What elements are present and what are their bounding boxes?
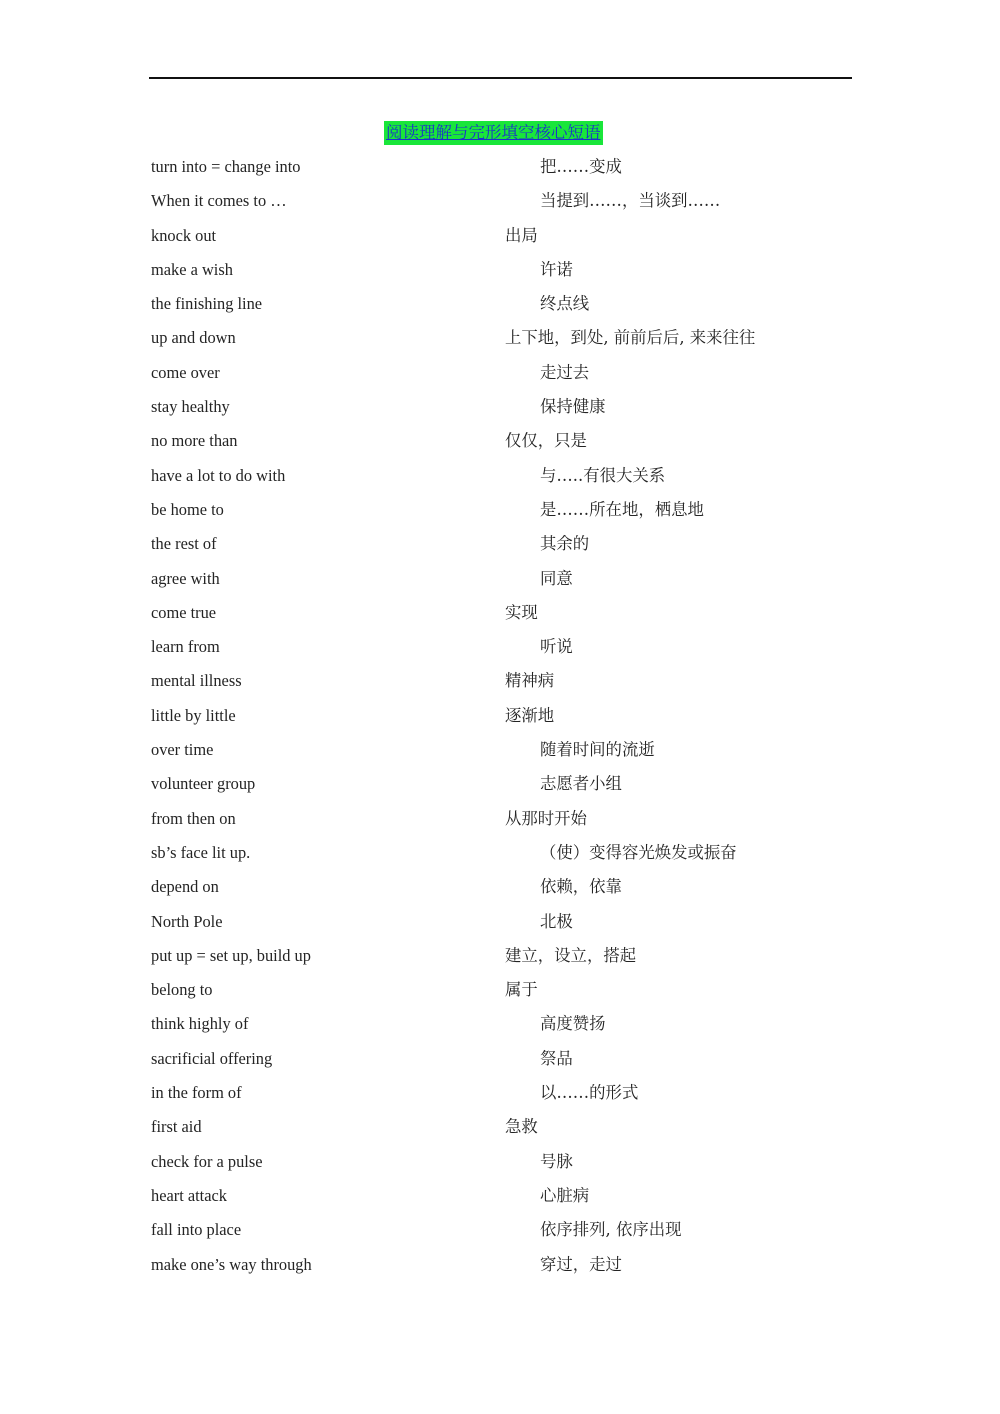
phrase-chinese: 上下地，到处, 前前后后, 来来往往 bbox=[505, 328, 756, 348]
phrase-english: come over bbox=[151, 362, 220, 382]
phrase-row bbox=[0, 939, 1000, 973]
phrase-chinese: 随着时间的流逝 bbox=[540, 740, 655, 760]
phrase-row bbox=[0, 390, 1000, 424]
phrase-chinese: 出局 bbox=[505, 225, 538, 245]
phrase-english: volunteer group bbox=[151, 774, 256, 794]
phrase-english: check for a pulse bbox=[151, 1151, 263, 1171]
phrase-english: be home to bbox=[151, 499, 224, 519]
phrase-english: from then on bbox=[151, 808, 236, 828]
phrase-chinese: 依赖，依靠 bbox=[540, 877, 622, 897]
phrase-chinese: 保持健康 bbox=[540, 397, 606, 417]
phrase-row bbox=[0, 664, 1000, 698]
phrase-english: come true bbox=[151, 602, 217, 622]
header-rule bbox=[149, 77, 852, 79]
phrase-english: no more than bbox=[151, 431, 238, 451]
phrase-english: heart attack bbox=[151, 1185, 227, 1205]
phrase-row bbox=[0, 836, 1000, 870]
phrase-english: over time bbox=[151, 740, 214, 760]
phrase-chinese: 是……所在地，栖息地 bbox=[540, 499, 704, 519]
phrase-chinese: 终点线 bbox=[540, 294, 590, 314]
phrase-list bbox=[0, 150, 1000, 1282]
phrase-row bbox=[0, 1145, 1000, 1179]
phrase-row bbox=[0, 1179, 1000, 1213]
phrase-chinese: 急救 bbox=[505, 1117, 538, 1137]
phrase-chinese: 号脉 bbox=[540, 1151, 573, 1171]
phrase-row bbox=[0, 802, 1000, 836]
phrase-english: fall into place bbox=[151, 1220, 242, 1240]
phrase-chinese: 走过去 bbox=[540, 362, 590, 382]
phrase-row bbox=[0, 1248, 1000, 1282]
phrase-row bbox=[0, 1007, 1000, 1041]
phrase-chinese: 北极 bbox=[540, 911, 573, 931]
phrase-english: put up = set up, build up bbox=[151, 945, 311, 965]
phrase-row bbox=[0, 527, 1000, 561]
phrase-chinese: 穿过，走过 bbox=[540, 1254, 622, 1274]
phrase-chinese: 依序排列, 依序出现 bbox=[540, 1220, 682, 1240]
phrase-chinese: 以……的形式 bbox=[540, 1083, 639, 1103]
phrase-row bbox=[0, 219, 1000, 253]
phrase-chinese: 同意 bbox=[540, 568, 573, 588]
phrase-chinese: 仅仅，只是 bbox=[505, 431, 587, 451]
phrase-chinese: 把……变成 bbox=[540, 157, 622, 176]
phrase-chinese: 建立，设立，搭起 bbox=[505, 945, 637, 965]
phrase-english: When it comes to … bbox=[151, 191, 287, 211]
phrase-row bbox=[0, 424, 1000, 458]
phrase-row bbox=[0, 459, 1000, 493]
phrase-english: little by little bbox=[151, 705, 236, 725]
phrase-row bbox=[0, 253, 1000, 287]
phrase-chinese: 心脏病 bbox=[540, 1185, 590, 1205]
phrase-row bbox=[0, 699, 1000, 733]
phrase-english: turn into = change into bbox=[151, 157, 301, 176]
phrase-row bbox=[0, 356, 1000, 390]
phrase-row bbox=[0, 150, 1000, 184]
phrase-english: up and down bbox=[151, 328, 236, 348]
phrase-row bbox=[0, 321, 1000, 355]
phrase-row bbox=[0, 184, 1000, 218]
phrase-chinese: 许诺 bbox=[540, 259, 573, 279]
phrase-english: first aid bbox=[151, 1117, 202, 1137]
phrase-chinese: 实现 bbox=[505, 602, 538, 622]
phrase-row bbox=[0, 1042, 1000, 1076]
phrase-english: depend on bbox=[151, 877, 219, 897]
phrase-chinese: 逐渐地 bbox=[505, 705, 555, 725]
phrase-row bbox=[0, 630, 1000, 664]
phrase-english: make a wish bbox=[151, 259, 233, 279]
phrase-english: knock out bbox=[151, 225, 217, 245]
phrase-chinese: 精神病 bbox=[505, 671, 555, 691]
phrase-row bbox=[0, 596, 1000, 630]
page-title: 阅读理解与完形填空核心短语 bbox=[384, 121, 603, 145]
phrase-english: belong to bbox=[151, 980, 213, 1000]
phrase-english: sacrificial offering bbox=[151, 1048, 273, 1068]
phrase-row bbox=[0, 1076, 1000, 1110]
phrase-english: think highly of bbox=[151, 1014, 249, 1034]
phrase-row bbox=[0, 1110, 1000, 1144]
phrase-english: mental illness bbox=[151, 671, 242, 691]
phrase-english: sb’s face lit up. bbox=[151, 842, 251, 862]
phrase-row bbox=[0, 973, 1000, 1007]
phrase-english: agree with bbox=[151, 568, 220, 588]
phrase-english: make one’s way through bbox=[151, 1254, 312, 1274]
phrase-chinese: 其余的 bbox=[540, 534, 590, 554]
phrase-chinese: （使）变得容光焕发或振奋 bbox=[540, 842, 737, 862]
phrase-row bbox=[0, 767, 1000, 801]
phrase-row bbox=[0, 1213, 1000, 1247]
phrase-chinese: 高度赞扬 bbox=[540, 1014, 606, 1034]
phrase-row bbox=[0, 733, 1000, 767]
phrase-row bbox=[0, 870, 1000, 904]
phrase-chinese: 与…..有很大关系 bbox=[540, 465, 666, 485]
phrase-row bbox=[0, 493, 1000, 527]
phrase-english: stay healthy bbox=[151, 397, 230, 417]
phrase-chinese: 志愿者小组 bbox=[540, 774, 622, 794]
phrase-row bbox=[0, 905, 1000, 939]
phrase-row bbox=[0, 562, 1000, 596]
phrase-english: have a lot to do with bbox=[151, 465, 286, 485]
phrase-chinese: 听说 bbox=[540, 637, 573, 657]
phrase-english: North Pole bbox=[151, 911, 223, 931]
phrase-chinese: 属于 bbox=[505, 980, 538, 1000]
phrase-english: the finishing line bbox=[151, 294, 263, 314]
phrase-english: learn from bbox=[151, 637, 220, 657]
phrase-chinese: 祭品 bbox=[540, 1048, 573, 1068]
phrase-english: in the form of bbox=[151, 1083, 242, 1103]
phrase-chinese: 当提到……，当谈到…… bbox=[540, 191, 721, 211]
phrase-row bbox=[0, 287, 1000, 321]
phrase-english: the rest of bbox=[151, 534, 217, 554]
phrase-chinese: 从那时开始 bbox=[505, 808, 587, 828]
